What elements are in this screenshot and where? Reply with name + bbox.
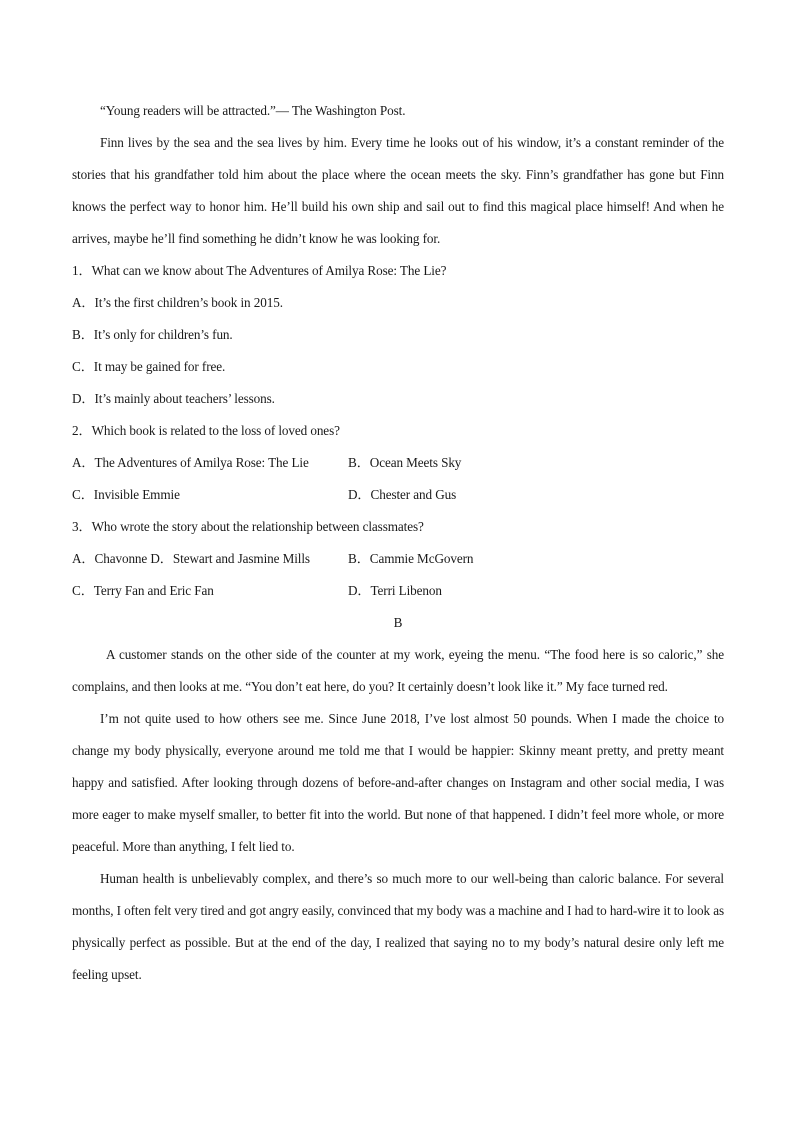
question-1-option-b[interactable]: B．It’s only for children’s fun. xyxy=(72,327,233,342)
question-2-option-c[interactable]: C．Invisible Emmie xyxy=(72,487,180,502)
question-3-options-row-2 xyxy=(72,575,724,607)
book-description-paragraph: Finn lives by the sea and the sea lives by him. Every time he looks out of his window, it’s a constant reminder of the stories that his grandfather told him about the place where the ocean meets the sky. Finn’s grandfather has gone but Finn knows the perfect way to honor him. He’ll build his own ship and sail out to find this magical place himself! And when he arrives, maybe he’ll find something he didn’t know he was looking for. xyxy=(72,135,724,246)
page-content xyxy=(72,95,724,991)
question-3-option-d[interactable]: D．Terri Libenon xyxy=(348,583,442,598)
question-1-option-d[interactable]: D．It’s mainly about teachers’ lessons. xyxy=(72,391,275,406)
section-b-paragraph-3: Human health is unbelievably complex, and there’s so much more to our well-being than caloric balance. For several months, I often felt very tired and got angry easily, convinced that my body was a machine and I had to hard-wire it to look as physically perfect as possible. But at the end of the day, I realized that saying no to my body’s natural desire only left me feeling upset. xyxy=(72,871,724,982)
question-3-option-b[interactable]: B．Cammie McGovern xyxy=(348,551,474,566)
section-b-paragraph-1: A customer stands on the other side of the counter at my work, eyeing the menu. “The food here is so caloric,” she complains, and then looks at me. “You don’t eat here, do you? It certainly doesn’t look like it.” My face turned red. xyxy=(72,647,724,694)
question-2-stem: 2．Which book is related to the loss of loved ones? xyxy=(72,423,340,438)
question-3-stem: 3．Who wrote the story about the relationship between classmates? xyxy=(72,519,424,534)
question-1-option-a[interactable]: A．It’s the first children’s book in 2015. xyxy=(72,295,283,310)
question-1-stem: 1．What can we know about The Adventures of Amilya Rose: The Lie? xyxy=(72,263,447,278)
section-b-heading: B xyxy=(393,615,403,630)
question-3-option-a[interactable]: A．Chavonne D．Stewart and Jasmine Mills xyxy=(72,551,310,566)
question-2-option-a[interactable]: A．The Adventures of Amilya Rose: The Lie xyxy=(72,455,309,470)
review-quote: “Young readers will be attracted.”— The Washington Post. xyxy=(100,103,406,118)
section-b-paragraph-2: I’m not quite used to how others see me. Since June 2018, I’ve lost almost 50 pounds. When I made the choice to change my body physically, everyone around me told me that I would be happier: Skinny meant pretty, and pretty meant happy and satisfied. After looking through dozens of before-and-after changes on Instagram and other social media, I was more eager to make myself smaller, to better fit into the world. But none of that happened. I didn’t feel more whole, or more peaceful. More than anything, I felt lied to. xyxy=(72,711,724,854)
question-2-options-row-1 xyxy=(72,447,724,479)
question-3-options-row-1 xyxy=(72,543,724,575)
question-2-option-d[interactable]: D．Chester and Gus xyxy=(348,487,457,502)
question-1-option-c[interactable]: C．It may be gained for free. xyxy=(72,359,226,374)
question-2-options-row-2 xyxy=(72,479,724,511)
question-2-option-b[interactable]: B．Ocean Meets Sky xyxy=(348,455,462,470)
question-3-option-c[interactable]: C．Terry Fan and Eric Fan xyxy=(72,583,214,598)
